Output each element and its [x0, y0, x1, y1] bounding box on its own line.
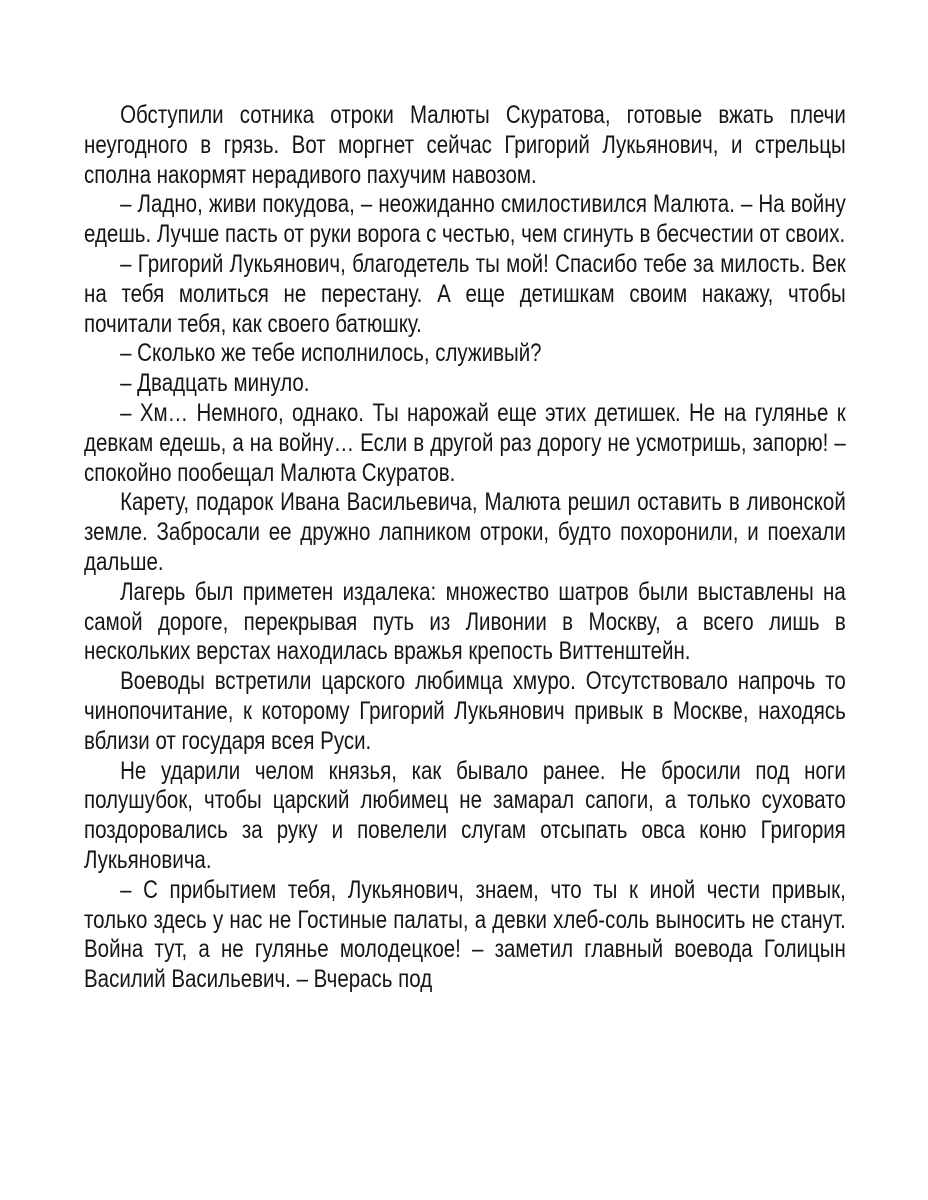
- book-page-text: [84, 101, 846, 995]
- paragraph-dialogue-6: – С прибытием тебя, Лукьянович, знаем, что ты к иной чести привык, только здесь у нас не Гостиные палаты, а девки хлеб-соль выносить не станут. Война тут, а не гулянье молодецкое! – заметил главный воевода Голицын Василий Васильевич. – Вчерась под: [84, 875, 846, 994]
- paragraph-dialogue-3: – Сколько же тебе исполнилось, служивый?: [120, 339, 542, 368]
- paragraph-dialogue-1: – Ладно, живи покудова, – неожиданно смилостивился Малюта. – На войну едешь. Лучше пасть от руки ворога с честью, чем сгинуть в бесчестии от своих.: [84, 190, 846, 249]
- paragraph-dialogue-4: – Двадцать минуло.: [120, 369, 310, 398]
- paragraph-narration-4: Воеводы встретили царского любимца хмуро. Отсутствовало напрочь то чинопочитание, к которому Григорий Лукьянович привык в Москве, находясь вблизи от государя всея Руси.: [84, 667, 846, 755]
- paragraph-narration-2: Карету, подарок Ивана Васильевича, Малюта решил оставить в ливонской земле. Забросали ее дружно лапником отроки, будто похоронили, и поехали дальше.: [84, 488, 846, 576]
- paragraph-narration-1: Обступили сотника отроки Малюты Скуратова, готовые вжать плечи неугодного в грязь. Вот моргнет сейчас Григорий Лукьянович, и стрельцы сполна накормят нерадивого пахучим навозом.: [84, 101, 846, 189]
- paragraph-narration-5: Не ударили челом князья, как бывало ранее. Не бросили под ноги полушубок, чтобы царский любимец не замарал сапоги, а только суховато поздоровались за руку и повелели слугам отсыпать овса коню Григория Лукьяновича.: [84, 756, 846, 874]
- paragraph-dialogue-5: – Хм… Немного, однако. Ты нарожай еще этих детишек. Не на гулянье к девкам едешь, а на войну… Если в другой раз дорогу не усмотришь, запорю! – спокойно пообещал Малюта Скуратов.: [84, 398, 846, 487]
- paragraph-dialogue-2: – Григорий Лукьянович, благодетель ты мой! Спасибо тебе за милость. Век на тебя молиться не перестану. А еще детишкам своим накажу, чтобы почитали тебя, как своего батюшку.: [84, 249, 846, 338]
- paragraph-narration-3: Лагерь был приметен издалека: множество шатров были выставлены на самой дороге, перекрывая путь из Ливонии в Москву, а всего лишь в нескольких верстах находилась вражья крепость Виттенштейн.: [84, 577, 846, 666]
